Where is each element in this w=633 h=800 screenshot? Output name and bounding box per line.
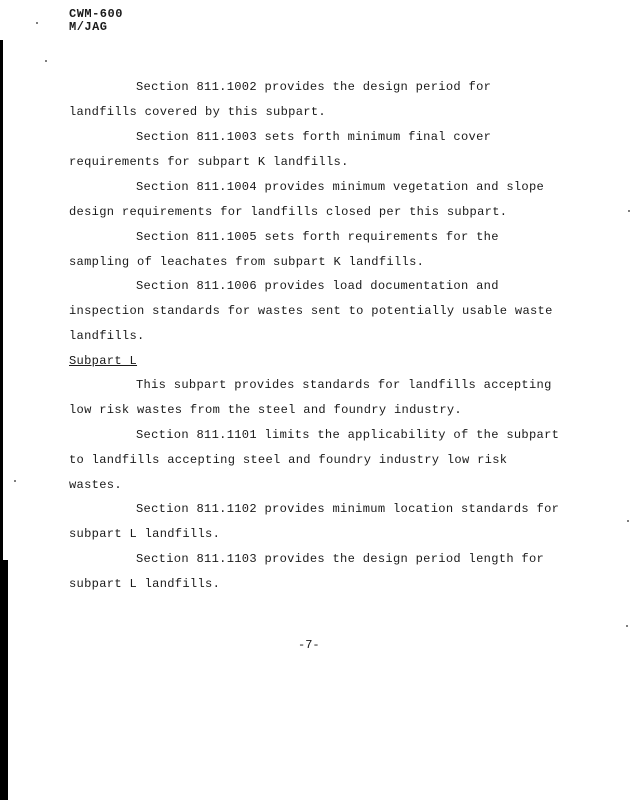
- paragraph-line: to landfills accepting steel and foundry industry low risk: [69, 453, 508, 467]
- scan-speck: [14, 480, 16, 482]
- paragraph-line: Section 811.1102 provides minimum location standards for: [136, 502, 560, 516]
- scan-edge-top: [0, 40, 3, 560]
- subpart-heading: Subpart L: [69, 354, 138, 368]
- paragraph-line: This subpart provides standards for landfills accepting: [136, 378, 552, 392]
- paragraph-line: Section 811.1101 limits the applicability of the subpart: [136, 428, 560, 442]
- document-initials: M/JAG: [69, 20, 108, 34]
- paragraph-line: design requirements for landfills closed per this subpart.: [69, 205, 508, 219]
- paragraph-line: requirements for subpart K landfills.: [69, 155, 349, 169]
- paragraph-line: landfills covered by this subpart.: [69, 105, 326, 119]
- paragraph-line: landfills.: [69, 329, 145, 343]
- document-header: [69, 8, 123, 34]
- paragraph-line: wastes.: [69, 478, 122, 492]
- paragraph-line: Section 811.1005 sets forth requirements for the: [136, 230, 499, 244]
- scan-speck: [36, 22, 38, 24]
- paragraph-line: subpart L landfills.: [69, 577, 221, 591]
- paragraph-line: Section 811.1103 provides the design period length for: [136, 552, 545, 566]
- paragraph-line: Section 811.1003 sets forth minimum final cover: [136, 130, 492, 144]
- scan-edge-bottom: [0, 560, 8, 800]
- scan-speck: [627, 520, 629, 522]
- paragraph-line: Section 811.1002 provides the design period for: [136, 80, 492, 94]
- scan-speck: [626, 625, 628, 627]
- scan-speck: [45, 60, 47, 62]
- paragraph-line: low risk wastes from the steel and foundry industry.: [69, 403, 462, 417]
- paragraph-line: Section 811.1006 provides load documentation and: [136, 279, 499, 293]
- scan-speck: [628, 210, 630, 212]
- page-number: -7-: [298, 638, 320, 652]
- paragraph-line: inspection standards for wastes sent to potentially usable waste: [69, 304, 553, 318]
- paragraph-line: sampling of leachates from subpart K landfills.: [69, 255, 425, 269]
- paragraph-line: subpart L landfills.: [69, 527, 221, 541]
- document-code: CWM-600: [69, 7, 123, 21]
- paragraph-line: Section 811.1004 provides minimum vegetation and slope: [136, 180, 545, 194]
